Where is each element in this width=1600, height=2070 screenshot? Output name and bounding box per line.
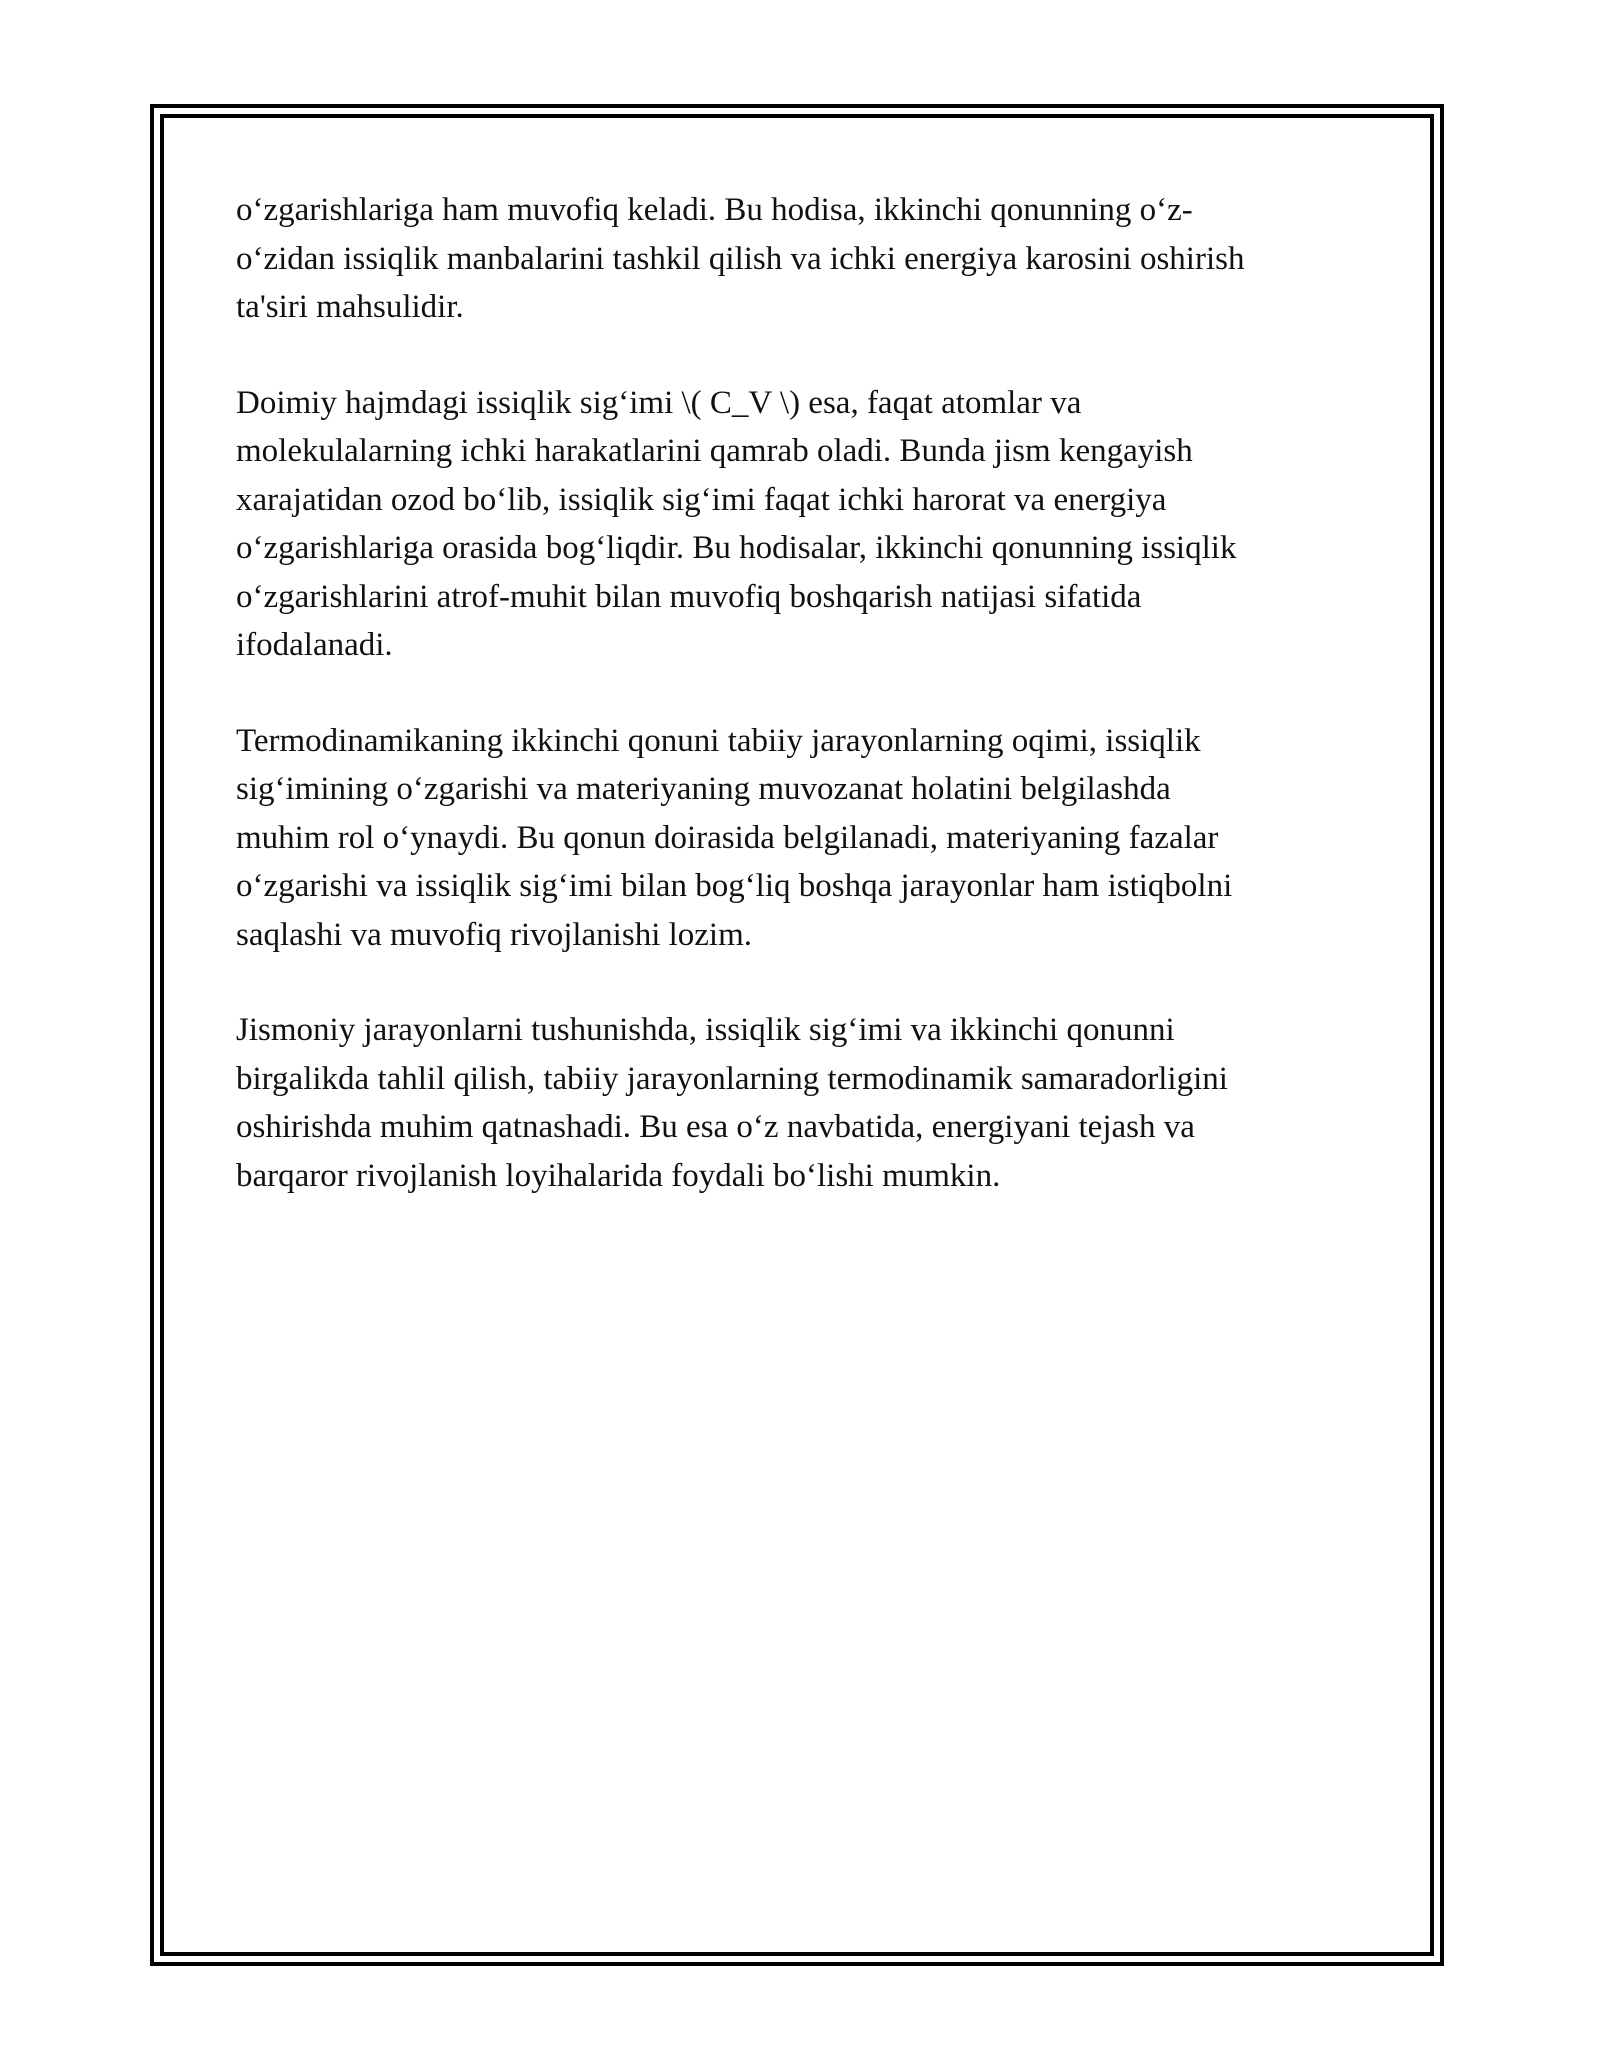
paragraph-1: o‘zgarishlariga ham muvofiq keladi. Bu hodisa, ikkinchi qonunning o‘z- o‘zidan issiqlik manbalarini tashkil qilish va ichki energiya karosini oshirish ta'siri mahsulidir.: [236, 192, 1245, 325]
paragraph-4: Jismoniy jarayonlarni tushunishda, issiqlik sig‘imi va ikkinchi qonunni birgalikda tahlil qilish, tabiiy jarayonlarning termodinamik samaradorligini oshirishda muhim qatnashadi. Bu esa o‘z navbatida, energiyani tejash va barqaror rivojlanish loyihalarida foydali bo‘lishi mumkin.: [236, 1012, 1228, 1194]
paragraph-2: Doimiy hajmdagi issiqlik sig‘imi \( C_V \) esa, faqat atomlar va molekulalarning ichki harakatlarini qamrab oladi. Bunda jism kengayish xarajatidan ozod bo‘lib, issiqlik sig‘imi faqat ichki harorat va energiya o‘zgarishlariga orasida bog‘liqdir. Bu hodisalar, ikkinchi qonunning issiqlik o‘zgarishlarini atrof-muhit bilan muvofiq boshqarish natijasi sifatida ifodalanadi.: [236, 384, 1237, 663]
document-body: [236, 186, 1366, 1247]
paragraph-3: Termodinamikaning ikkinchi qonuni tabiiy jarayonlarning oqimi, issiqlik sig‘imining o‘zgarishi va materiyaning muvozanat holatini belgilashda muhim rol o‘ynaydi. Bu qonun doirasida belgilanadi, materiyaning fazalar o‘zgarishi va issiqlik sig‘imi bilan bog‘liq boshqa jarayonlar ham istiqbolni saqlashi va muvofiq rivojlanishi lozim.: [236, 722, 1233, 953]
